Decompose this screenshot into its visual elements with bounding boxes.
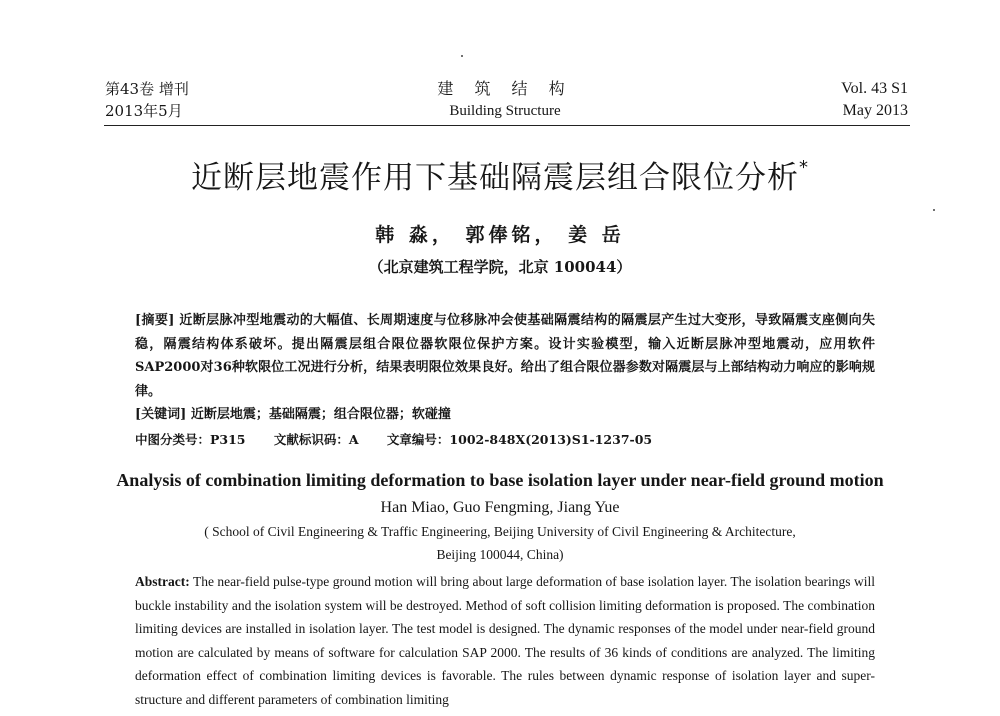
classification-line — [135, 429, 676, 451]
header-volume-info — [105, 78, 189, 122]
header-vol-en: Vol. 43 S1 — [841, 80, 908, 97]
clc-number: 中图分类号：P315 — [135, 432, 246, 447]
header-rule — [104, 125, 910, 126]
scan-speck — [461, 55, 463, 57]
article-number: 文章编号：1002-848X(2013)S1-1237-05 — [386, 432, 653, 447]
keywords-cn-label: [关键词] — [135, 407, 187, 422]
paper-title-en: Analysis of combination limiting deformation to base isolation layer under near-field ground motion — [116, 470, 884, 490]
affiliation-en-line1: ( School of Civil Engineering & Traffic Engineering, Beijing University of Civil Engineering & Architecture, — [204, 524, 796, 539]
header-journal-name — [400, 78, 610, 122]
scan-speck — [933, 209, 935, 211]
keywords-cn — [135, 404, 451, 426]
header-date-cn: 2013年5月 — [105, 102, 183, 120]
abstract-cn-text: 近断层脉冲型地震动的大幅值、长周期速度与位移脉冲会使基础隔震结构的隔震层产生过大变形，导致隔震支座侧向失稳，隔震结构体系破坏。提出隔震层组合限位器软限位保护方案。设计实验模型，输入近断层脉冲型地震动，应用软件SAP2000对36种软限位工况进行分析，结果表明限位效果良好。给出了组合限位器参数对隔震层与上部结构动力响应的影响规律。 — [135, 313, 875, 399]
authors-cn: 韩 淼， 郭俸铭， 姜 岳 — [375, 224, 625, 246]
journal-name-cn: 建 筑 结 构 — [437, 79, 573, 98]
abstract-cn-label: [摘要] — [135, 313, 175, 328]
authors-en: Han Miao, Guo Fengming, Jiang Yue — [380, 499, 620, 516]
abstract-cn — [135, 309, 875, 403]
title-cn-text: 近断层地震作用下基础隔震层组合限位分析 — [191, 160, 799, 196]
document-code: 文献标识码：A — [273, 432, 359, 447]
paper-title-cn — [100, 158, 900, 198]
abstract-en-text: The near-field pulse-type ground motion will bring about large deformation of base isolation layer. The isolation bearings will buckle instability and the isolation system will be destroyed. Method of soft collision limiting deformation is proposed. The combination limiting devices are installed in isolation layer. The test model is designed. The dynamic responses of the model under near-field ground motion are calculated by means of software for calculation SAP 2000. The results of 36 kinds of conditions are analyzed. The limiting deformation effect of combination limiting devices is favorable. The rules between dynamic response of isolation layer and super-structure and different parameters of combination limiting — [135, 574, 875, 707]
abstract-en-label: Abstract: — [135, 574, 190, 589]
title-footnote-mark: * — [799, 157, 809, 178]
affiliation-cn: （北京建筑工程学院，北京 100044） — [368, 258, 632, 276]
keywords-cn-text: 近断层地震；基础隔震；组合限位器；软碰撞 — [190, 407, 451, 422]
header-date-en: May 2013 — [842, 102, 908, 119]
journal-name-en: Building Structure — [449, 103, 561, 119]
header-volume: 第43卷 增刊 — [105, 80, 189, 98]
affiliation-en-line2: Beijing 100044, China) — [436, 547, 564, 562]
header-issue-info — [841, 78, 908, 122]
abstract-en — [135, 570, 875, 711]
